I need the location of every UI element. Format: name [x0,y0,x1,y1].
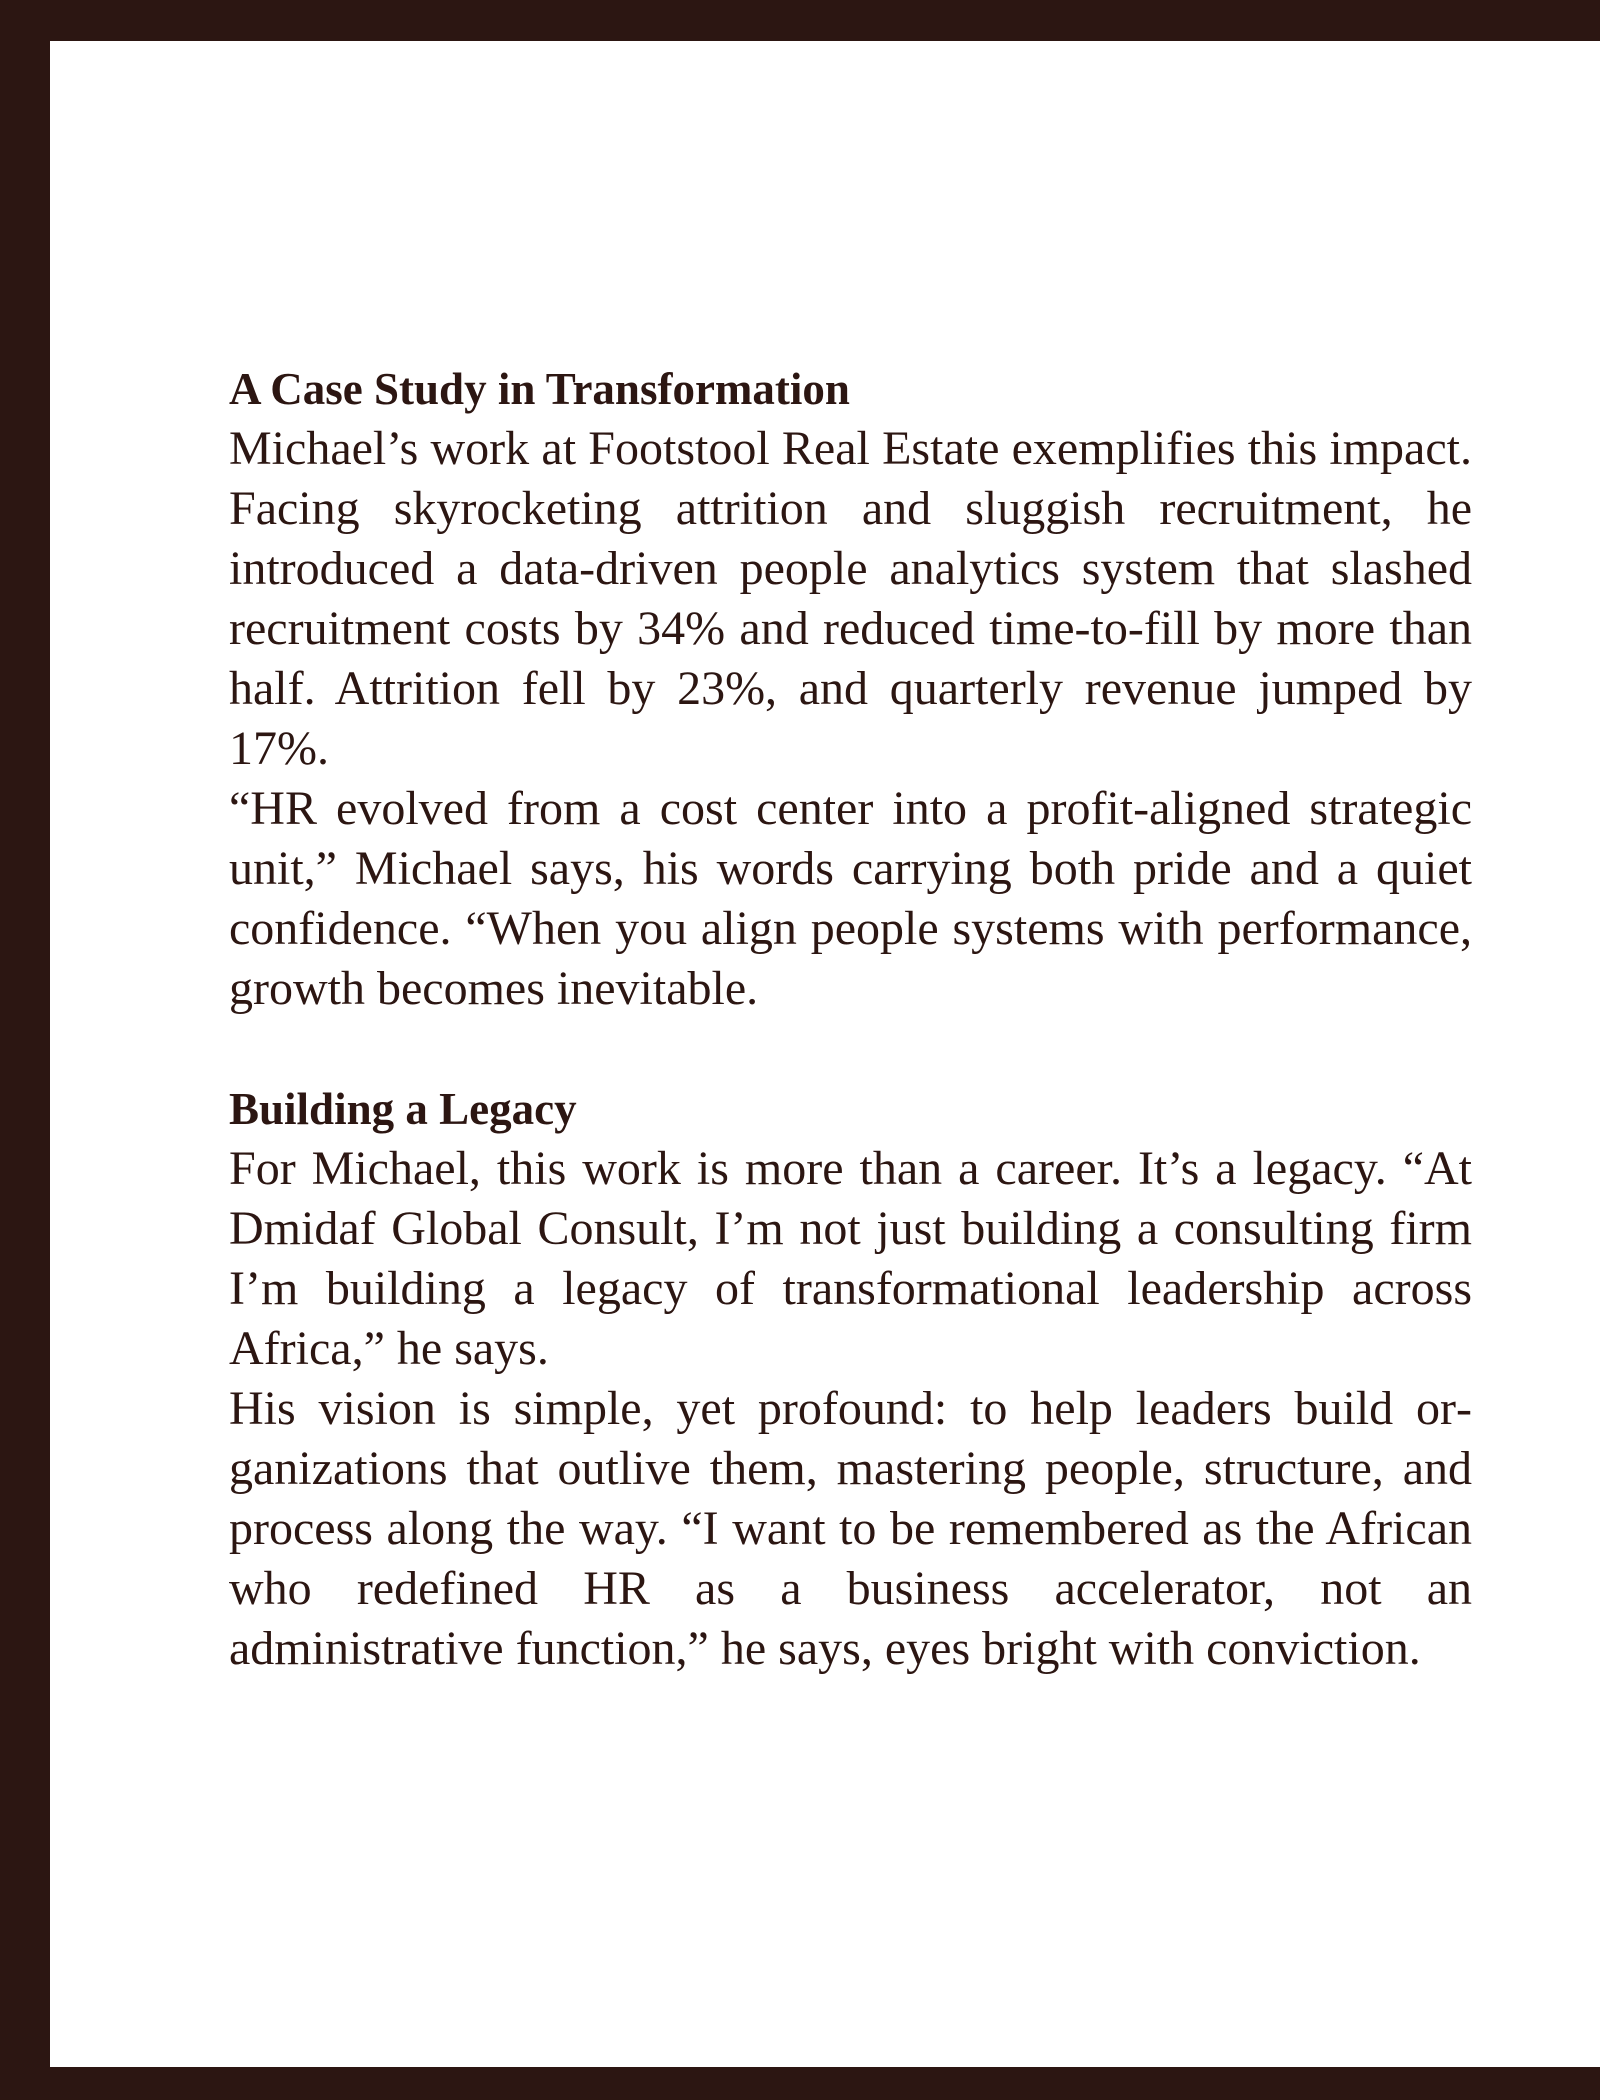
section-spacer [229,1019,1472,1079]
paragraph-legacy-2: His vision is simple, yet profound: to help leaders build organizations that outlive them, mastering people, structure, and process along the way. “I want to be remembered as the African who redefined HR as a business accelerator, not an administrative function,” he says, eyes bright with conviction. [229,1382,1472,1675]
article-body [229,359,1472,1679]
page [50,41,1600,2067]
paragraph-case-study-1: Michael’s work at Footstool Real Estate exemplifies this impact. Facing skyrocketing attrition and sluggish recruitment, he introduced a data-driven people analytics system that slashed recruitment costs by 34% and reduced time-to-fill by more than half. Attrition fell by 23%, and quarterly revenue jumped by 17%. [229,422,1472,775]
section-heading-case-study: A Case Study in Transformation [229,364,850,414]
paragraph-legacy-1: For Michael, this work is more than a career. It’s a legacy. “At Dmidaf Global Consult, I’m not just building a consulting firm I’m building a legacy of transformational leadership across Africa,” he says. [229,1142,1472,1375]
paragraph-case-study-2: “HR evolved from a cost center into a profit-aligned strategic unit,” Michael says, his words carrying both pride and a quiet confidence. “When you align people systems with performance, growth becomes inevitable. [229,782,1472,1015]
section-heading-legacy: Building a Legacy [229,1084,577,1134]
